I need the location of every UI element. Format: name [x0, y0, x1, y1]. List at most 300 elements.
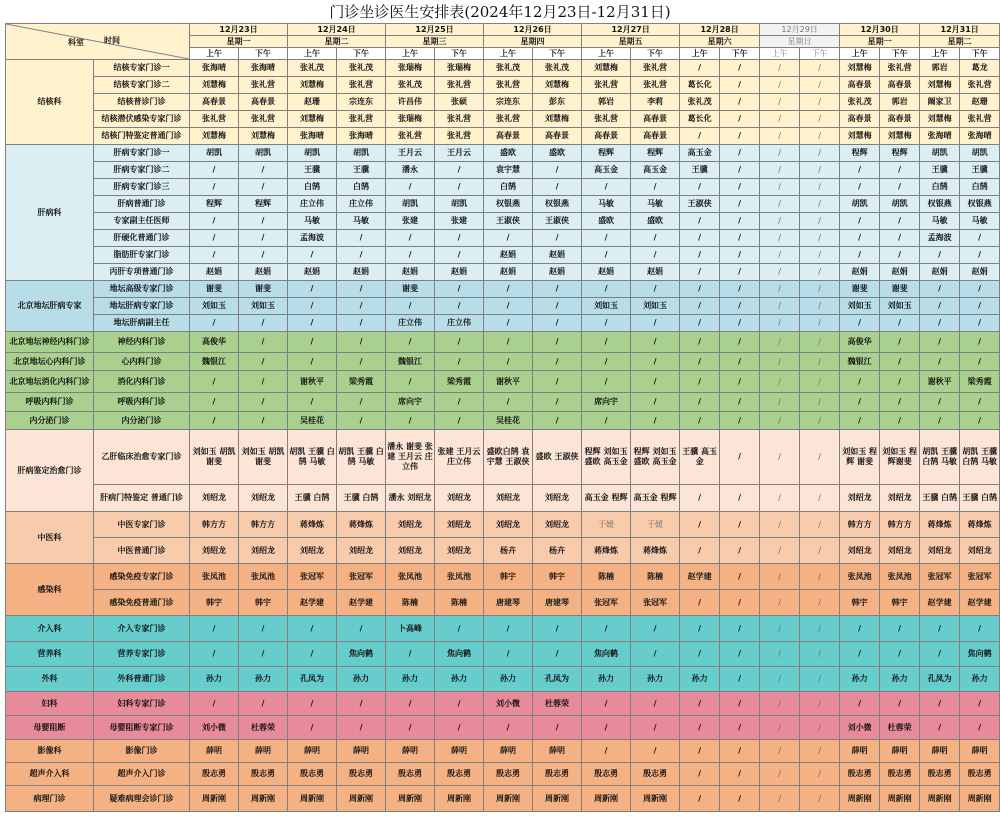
doctor-cell: / [582, 716, 631, 740]
doctor-cell: / [800, 692, 840, 716]
doctor-cell: / [484, 393, 533, 412]
doctor-cell: / [760, 538, 800, 564]
doctor-cell: / [760, 485, 800, 512]
department-name: 影像科 [6, 740, 94, 763]
doctor-cell: / [720, 393, 760, 412]
doctor-cell: 陈楠 [631, 564, 680, 590]
doctor-cell: / [800, 412, 840, 430]
doctor-cell: 孙力 [631, 667, 680, 692]
doctor-cell: 刘绍龙 [337, 538, 386, 564]
doctor-cell: 胡凯 [960, 145, 1000, 162]
doctor-cell: 宗连东 [337, 94, 386, 111]
doctor-cell: / [680, 616, 720, 642]
doctor-cell: 殷志勇 [533, 763, 582, 786]
clinic-name: 中医专家门诊 [94, 512, 190, 538]
table-row [6, 371, 1000, 393]
doctor-cell: / [288, 393, 337, 412]
weekday-header: 星期六 [680, 36, 760, 48]
doctor-cell: 葛龙 [960, 60, 1000, 77]
doctor-cell: 高俊华 [190, 332, 239, 353]
department-name: 母婴阻断 [6, 716, 94, 740]
doctor-cell: / [760, 740, 800, 763]
doctor-cell: / [840, 393, 880, 412]
doctor-cell: / [680, 371, 720, 393]
doctor-cell: 白鹄 [484, 179, 533, 196]
doctor-cell: 刘慧梅 [190, 77, 239, 94]
table-row [6, 512, 1000, 538]
doctor-cell: 张礼营 [239, 77, 288, 94]
doctor-cell: / [720, 430, 760, 485]
doctor-cell: 谢秋平 [288, 371, 337, 393]
table-row [6, 111, 1000, 128]
doctor-cell: / [920, 281, 960, 298]
doctor-cell: 周新刚 [435, 786, 484, 812]
doctor-cell: 张礼茂 [288, 60, 337, 77]
doctor-cell: 韩宇 [190, 590, 239, 616]
doctor-cell: / [190, 179, 239, 196]
weekday-header: 星期一 [190, 36, 288, 48]
doctor-cell: 张海晴 [288, 128, 337, 145]
doctor-cell: / [484, 642, 533, 667]
doctor-cell: / [840, 642, 880, 667]
doctor-cell: / [239, 371, 288, 393]
doctor-cell: 杨卉 [484, 538, 533, 564]
clinic-name: 感染免疫普通门诊 [94, 590, 190, 616]
doctor-cell: / [800, 298, 840, 315]
doctor-cell: 张建 [386, 213, 435, 230]
doctor-cell: 张瑞梅 [386, 60, 435, 77]
doctor-cell: / [960, 412, 1000, 430]
doctor-cell: / [880, 371, 920, 393]
doctor-cell: / [920, 353, 960, 371]
table-row [6, 692, 1000, 716]
doctor-cell: / [435, 692, 484, 716]
doctor-cell: 蒋烽炼 [582, 538, 631, 564]
date-header: 12月30日 [840, 24, 920, 36]
table-row [6, 230, 1000, 247]
doctor-cell: / [533, 332, 582, 353]
doctor-cell: / [582, 692, 631, 716]
doctor-cell: 张礼营 [960, 77, 1000, 94]
doctor-cell: / [760, 763, 800, 786]
doctor-cell: 张冠军 [582, 590, 631, 616]
doctor-cell: 谢秋平 [920, 371, 960, 393]
doctor-cell: / [239, 179, 288, 196]
doctor-cell: 权银燕 [484, 196, 533, 213]
doctor-cell: 蒋烽炼 [288, 512, 337, 538]
doctor-cell: 盛欧 [533, 145, 582, 162]
doctor-cell: / [800, 371, 840, 393]
doctor-cell: 赵娟 [484, 264, 533, 281]
doctor-cell: 殷志勇 [239, 763, 288, 786]
doctor-cell: / [239, 315, 288, 332]
doctor-cell: / [720, 77, 760, 94]
doctor-cell: 孙力 [960, 667, 1000, 692]
doctor-cell: / [288, 716, 337, 740]
doctor-cell: / [288, 332, 337, 353]
doctor-cell: / [760, 213, 800, 230]
schedule-table [5, 23, 1000, 812]
weekday-header: 星期四 [484, 36, 582, 48]
doctor-cell: / [582, 230, 631, 247]
doctor-cell: / [800, 332, 840, 353]
doctor-cell: 王骥 高玉金 [680, 430, 720, 485]
clinic-name: 丙肝专项普通门诊 [94, 264, 190, 281]
doctor-cell: 白鹄 [337, 179, 386, 196]
doctor-cell: 张礼营 [386, 128, 435, 145]
clinic-name: 肝病专家门诊三 [94, 179, 190, 196]
doctor-cell: 唐建琴 [484, 590, 533, 616]
doctor-cell: / [680, 128, 720, 145]
doctor-cell: / [800, 564, 840, 590]
doctor-cell: / [582, 247, 631, 264]
doctor-cell: 胡凯 [190, 145, 239, 162]
doctor-cell: / [435, 412, 484, 430]
doctor-cell: / [800, 716, 840, 740]
doctor-cell: 韩宇 [484, 564, 533, 590]
clinic-name: 心内科门诊 [94, 353, 190, 371]
doctor-cell: 程辉 [239, 196, 288, 213]
doctor-cell: 刘如玉 胡凯谢斐 [239, 430, 288, 485]
doctor-cell: 蒋烽炼 [960, 512, 1000, 538]
doctor-cell: 白鹄 [288, 179, 337, 196]
department-name: 营养科 [6, 642, 94, 667]
doctor-cell: 殷志勇 [920, 763, 960, 786]
doctor-cell: 刘绍龙 [840, 485, 880, 512]
doctor-cell: / [680, 763, 720, 786]
doctor-cell: 王骥 [337, 162, 386, 179]
doctor-cell: / [239, 332, 288, 353]
doctor-cell: / [720, 162, 760, 179]
doctor-cell: 杜蓉荣 [880, 716, 920, 740]
doctor-cell: / [533, 412, 582, 430]
doctor-cell: / [582, 740, 631, 763]
doctor-cell: / [680, 60, 720, 77]
doctor-cell: / [760, 512, 800, 538]
doctor-cell: / [840, 315, 880, 332]
doctor-cell: 赵娟 [386, 264, 435, 281]
doctor-cell: / [680, 230, 720, 247]
table-row [6, 94, 1000, 111]
morning-header: 上午 [840, 48, 880, 60]
doctor-cell: / [288, 281, 337, 298]
doctor-cell: / [533, 353, 582, 371]
doctor-cell: 王骥 白鹄 [960, 485, 1000, 512]
doctor-cell: 薛明 [435, 740, 484, 763]
doctor-cell: / [190, 247, 239, 264]
doctor-cell: 于媛 [582, 512, 631, 538]
doctor-cell: 刘绍龙 [435, 538, 484, 564]
doctor-cell: 薛明 [840, 740, 880, 763]
table-row [6, 667, 1000, 692]
doctor-cell: / [720, 590, 760, 616]
doctor-cell: / [533, 179, 582, 196]
doctor-cell: / [435, 179, 484, 196]
clinic-name: 呼吸内科门诊 [94, 393, 190, 412]
doctor-cell: / [720, 786, 760, 812]
doctor-cell: / [720, 128, 760, 145]
doctor-cell: 杨卉 [533, 538, 582, 564]
doctor-cell: 刘小微 [484, 692, 533, 716]
doctor-cell: 席向宇 [386, 393, 435, 412]
doctor-cell: / [239, 247, 288, 264]
doctor-cell: 赵娟 [435, 264, 484, 281]
doctor-cell: 盛欧 [582, 213, 631, 230]
table-row [6, 616, 1000, 642]
doctor-cell: / [920, 692, 960, 716]
doctor-cell: / [337, 247, 386, 264]
doctor-cell: 张礼营 [337, 77, 386, 94]
doctor-cell: 胡凯 王骥 白鹄 马敏 [288, 430, 337, 485]
doctor-cell: / [533, 281, 582, 298]
doctor-cell: / [960, 353, 1000, 371]
doctor-cell: / [720, 642, 760, 667]
clinic-name: 肝硬化普通门诊 [94, 230, 190, 247]
doctor-cell: / [920, 393, 960, 412]
doctor-cell: / [760, 393, 800, 412]
doctor-cell: / [840, 213, 880, 230]
doctor-cell: / [631, 247, 680, 264]
morning-header: 上午 [190, 48, 239, 60]
afternoon-header: 下午 [239, 48, 288, 60]
date-header: 12月28日 [680, 24, 760, 36]
doctor-cell: / [680, 393, 720, 412]
doctor-cell: / [582, 281, 631, 298]
doctor-cell: 刘绍龙 [484, 485, 533, 512]
doctor-cell: 郭岩 [582, 94, 631, 111]
doctor-cell: 韩宇 [880, 590, 920, 616]
doctor-cell: / [920, 716, 960, 740]
doctor-cell: / [840, 179, 880, 196]
doctor-cell: 张礼营 [880, 60, 920, 77]
doctor-cell: 赵娟 [533, 247, 582, 264]
doctor-cell: 张礼茂 [337, 60, 386, 77]
doctor-cell: / [680, 786, 720, 812]
doctor-cell: 张礼营 [190, 111, 239, 128]
doctor-cell: 周新刚 [631, 786, 680, 812]
doctor-cell: / [190, 393, 239, 412]
doctor-cell: 刘小微 [840, 716, 880, 740]
doctor-cell: / [386, 371, 435, 393]
doctor-cell: / [631, 393, 680, 412]
doctor-cell: / [533, 162, 582, 179]
doctor-cell: 郭岩 [880, 94, 920, 111]
table-row [6, 213, 1000, 230]
doctor-cell: 魏银江 [190, 353, 239, 371]
doctor-cell: 殷志勇 [386, 763, 435, 786]
doctor-cell: / [840, 616, 880, 642]
doctor-cell: 焦向鹤 [960, 642, 1000, 667]
doctor-cell: / [840, 162, 880, 179]
doctor-cell: 赵娟 [960, 264, 1000, 281]
doctor-cell: 于媛 [631, 512, 680, 538]
doctor-cell: / [960, 393, 1000, 412]
doctor-cell: 张礼营 [631, 60, 680, 77]
department-name: 病理门诊 [6, 786, 94, 812]
department-name: 超声介入科 [6, 763, 94, 786]
doctor-cell: / [435, 247, 484, 264]
department-name: 妇科 [6, 692, 94, 716]
doctor-cell: / [484, 315, 533, 332]
doctor-cell: 张冠军 [288, 564, 337, 590]
doctor-cell: 胡凯 [840, 196, 880, 213]
doctor-cell: / [960, 247, 1000, 264]
doctor-cell: 高玉金 程辉 [582, 485, 631, 512]
doctor-cell: / [288, 692, 337, 716]
doctor-cell: / [920, 642, 960, 667]
doctor-cell: / [190, 213, 239, 230]
date-header: 12月26日 [484, 24, 582, 36]
doctor-cell: 高春景 [880, 111, 920, 128]
doctor-cell: / [239, 692, 288, 716]
doctor-cell: 刘绍龙 [484, 512, 533, 538]
doctor-cell: 刘绍龙 [239, 485, 288, 512]
doctor-cell: / [720, 60, 760, 77]
doctor-cell: / [435, 332, 484, 353]
doctor-cell: 葛长化 [680, 77, 720, 94]
clinic-name: 影像门诊 [94, 740, 190, 763]
doctor-cell: 刘慧梅 [582, 60, 631, 77]
doctor-cell: / [760, 616, 800, 642]
doctor-cell: 刘绍龙 [386, 538, 435, 564]
doctor-cell: / [880, 315, 920, 332]
weekday-header: 星期三 [386, 36, 484, 48]
clinic-name: 介入专家门诊 [94, 616, 190, 642]
department-name: 结核科 [6, 60, 94, 145]
doctor-cell: 刘绍龙 [239, 538, 288, 564]
doctor-cell: / [760, 281, 800, 298]
doctor-cell: / [435, 298, 484, 315]
doctor-cell: 李莉 [631, 94, 680, 111]
clinic-name: 结核普诊门诊 [94, 94, 190, 111]
table-row [6, 642, 1000, 667]
doctor-cell: / [960, 332, 1000, 353]
table-row [6, 77, 1000, 94]
doctor-cell: 刘绍龙 [880, 538, 920, 564]
doctor-cell: / [533, 230, 582, 247]
afternoon-header: 下午 [800, 48, 840, 60]
doctor-cell: / [337, 298, 386, 315]
doctor-cell: 张凤池 [239, 564, 288, 590]
doctor-cell: 谢斐 [386, 281, 435, 298]
doctor-cell: 王骥 [960, 162, 1000, 179]
doctor-cell: / [800, 315, 840, 332]
doctor-cell: 刘绍龙 [920, 538, 960, 564]
doctor-cell: 张礼营 [435, 128, 484, 145]
clinic-name: 脂肪肝专家门诊 [94, 247, 190, 264]
doctor-cell: 赵娟 [337, 264, 386, 281]
doctor-cell: / [239, 616, 288, 642]
doctor-cell: 张建 王月云庄立伟 [435, 430, 484, 485]
doctor-cell: / [337, 716, 386, 740]
doctor-cell: / [337, 230, 386, 247]
doctor-cell: / [435, 616, 484, 642]
doctor-cell: / [435, 281, 484, 298]
doctor-cell: 刘绍龙 [190, 485, 239, 512]
department-name: 北京地坛心内科门诊 [6, 353, 94, 371]
doctor-cell: / [760, 667, 800, 692]
doctor-cell: / [880, 412, 920, 430]
doctor-cell: 孔凤为 [920, 667, 960, 692]
doctor-cell: 马敏 [631, 196, 680, 213]
doctor-cell: / [760, 692, 800, 716]
doctor-cell: 王骥 白鹄 [337, 485, 386, 512]
doctor-cell: / [582, 315, 631, 332]
doctor-cell: 周新刚 [484, 786, 533, 812]
clinic-name: 结核门特鉴定普通门诊 [94, 128, 190, 145]
doctor-cell: / [533, 315, 582, 332]
doctor-cell: 刘如玉 [840, 298, 880, 315]
doctor-cell: / [720, 94, 760, 111]
doctor-cell: / [760, 564, 800, 590]
doctor-cell: 张建 [435, 213, 484, 230]
doctor-cell: / [880, 616, 920, 642]
doctor-cell: 高春景 [631, 111, 680, 128]
doctor-cell: 胡凯 [880, 196, 920, 213]
doctor-cell: 彭东 [533, 94, 582, 111]
doctor-cell: / [680, 716, 720, 740]
doctor-cell: / [800, 642, 840, 667]
doctor-cell: / [190, 412, 239, 430]
doctor-cell: 刘如玉 程辉谢斐 [880, 430, 920, 485]
doctor-cell: / [800, 94, 840, 111]
doctor-cell: / [880, 692, 920, 716]
doctor-cell: / [760, 111, 800, 128]
doctor-cell: 赵娟 [582, 264, 631, 281]
doctor-cell: / [582, 371, 631, 393]
date-header: 12月24日 [288, 24, 386, 36]
doctor-cell: / [760, 332, 800, 353]
doctor-cell: / [920, 412, 960, 430]
doctor-cell: / [800, 512, 840, 538]
doctor-cell: 周新刚 [288, 786, 337, 812]
doctor-cell: / [760, 315, 800, 332]
date-header: 12月29日 [760, 24, 840, 36]
doctor-cell: / [680, 315, 720, 332]
doctor-cell: 刘慧梅 [288, 77, 337, 94]
doctor-cell: 马敏 [920, 213, 960, 230]
doctor-cell: / [960, 692, 1000, 716]
department-name: 肝病鉴定治愈门诊 [6, 430, 94, 512]
doctor-cell: 刘如玉 [239, 298, 288, 315]
doctor-cell: 陈楠 [435, 590, 484, 616]
doctor-cell: / [720, 353, 760, 371]
doctor-cell: 殷志勇 [960, 763, 1000, 786]
clinic-name: 内分泌门诊 [94, 412, 190, 430]
doctor-cell: 赵娟 [631, 264, 680, 281]
doctor-cell: / [533, 298, 582, 315]
doctor-cell: / [190, 692, 239, 716]
doctor-cell: 赵学建 [960, 590, 1000, 616]
doctor-cell: 高春景 [239, 94, 288, 111]
table-row [6, 298, 1000, 315]
doctor-cell: 赵娟 [190, 264, 239, 281]
doctor-cell: / [720, 213, 760, 230]
doctor-cell: / [720, 412, 760, 430]
table-row [6, 538, 1000, 564]
doctor-cell: 张凤池 [435, 564, 484, 590]
doctor-cell: / [800, 111, 840, 128]
doctor-cell: / [582, 353, 631, 371]
clinic-name: 母婴阻断专家门诊 [94, 716, 190, 740]
doctor-cell: 赵学建 [288, 590, 337, 616]
department-name: 北京地坛消化内科门诊 [6, 371, 94, 393]
doctor-cell: 权银燕 [960, 196, 1000, 213]
clinic-name: 地坛肝病专家门诊 [94, 298, 190, 315]
doctor-cell: 刘绍龙 [435, 512, 484, 538]
doctor-cell: 张冠军 [960, 564, 1000, 590]
doctor-cell: 刘绍龙 [533, 485, 582, 512]
